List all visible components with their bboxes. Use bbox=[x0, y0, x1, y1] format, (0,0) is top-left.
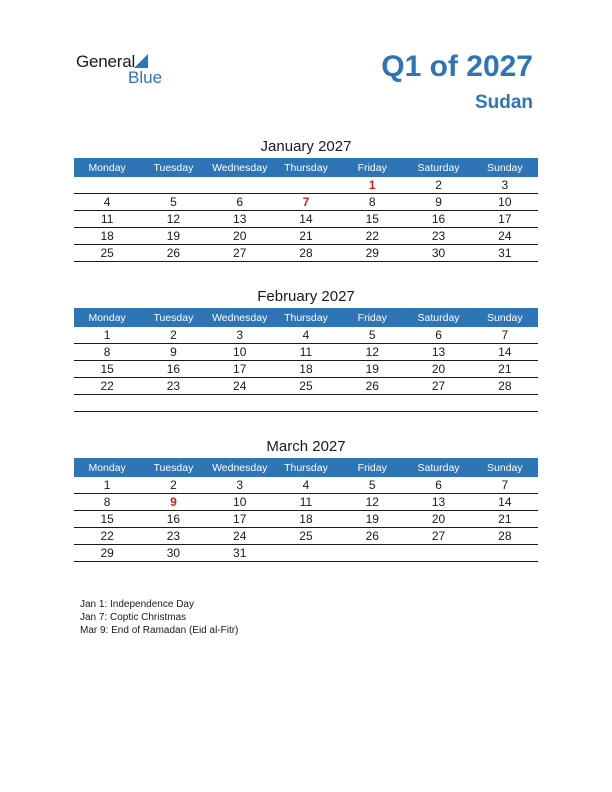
day-cell: 16 bbox=[140, 361, 206, 378]
day-cell: 7 bbox=[472, 477, 538, 494]
weekday-header-row bbox=[74, 158, 538, 177]
day-cell: 11 bbox=[74, 211, 140, 228]
day-cell: 3 bbox=[207, 477, 273, 494]
day-cell: 9 bbox=[140, 344, 206, 361]
month-title: February 2027 bbox=[257, 288, 355, 305]
weekday-header: Thursday bbox=[273, 458, 339, 477]
week-row bbox=[74, 494, 538, 511]
day-cell: 26 bbox=[140, 245, 206, 262]
day-cell: 17 bbox=[207, 361, 273, 378]
day-cell: 4 bbox=[273, 327, 339, 344]
day-cell: 5 bbox=[339, 477, 405, 494]
weekday-header: Tuesday bbox=[140, 458, 206, 477]
week-row bbox=[74, 344, 538, 361]
day-cell: 21 bbox=[472, 511, 538, 528]
day-cell: 15 bbox=[74, 361, 140, 378]
day-cell: 24 bbox=[207, 378, 273, 395]
day-cell: 3 bbox=[472, 177, 538, 194]
week-row bbox=[74, 545, 538, 562]
day-cell: 25 bbox=[273, 378, 339, 395]
weekday-header: Monday bbox=[74, 308, 140, 327]
day-cell: 17 bbox=[472, 211, 538, 228]
day-cell bbox=[273, 545, 339, 562]
weekday-header-row bbox=[74, 458, 538, 477]
day-cell bbox=[74, 177, 140, 194]
weekday-header: Saturday bbox=[405, 158, 471, 177]
generalblue-logo bbox=[76, 52, 176, 88]
logo-text-general: General bbox=[76, 52, 136, 71]
day-cell: 28 bbox=[472, 378, 538, 395]
day-cell: 4 bbox=[273, 477, 339, 494]
month-grid bbox=[74, 458, 538, 562]
day-cell: 19 bbox=[339, 511, 405, 528]
day-cell: 13 bbox=[207, 211, 273, 228]
day-cell: 20 bbox=[207, 228, 273, 245]
day-cell: 29 bbox=[74, 545, 140, 562]
day-cell: 23 bbox=[405, 228, 471, 245]
day-cell: 18 bbox=[273, 361, 339, 378]
day-cell: 30 bbox=[405, 245, 471, 262]
day-cell: 24 bbox=[207, 528, 273, 545]
day-cell: 29 bbox=[339, 245, 405, 262]
weekday-header: Friday bbox=[339, 458, 405, 477]
page-title: Q1 of 2027 bbox=[381, 50, 533, 83]
day-cell: 6 bbox=[207, 194, 273, 211]
month-grid bbox=[74, 158, 538, 262]
month-title: January 2027 bbox=[260, 138, 352, 155]
day-cell: 2 bbox=[140, 327, 206, 344]
month-calendar bbox=[74, 436, 538, 562]
day-cell: 11 bbox=[273, 494, 339, 511]
day-cell: 13 bbox=[405, 494, 471, 511]
day-cell: 6 bbox=[405, 477, 471, 494]
day-cell: 3 bbox=[207, 327, 273, 344]
day-cell: 12 bbox=[339, 494, 405, 511]
day-cell: 19 bbox=[339, 361, 405, 378]
day-cell bbox=[405, 395, 471, 412]
day-cell: 10 bbox=[472, 194, 538, 211]
logo-triangle-icon bbox=[134, 54, 148, 68]
day-cell bbox=[339, 395, 405, 412]
weekday-header: Wednesday bbox=[207, 158, 273, 177]
holiday-notes bbox=[80, 598, 238, 637]
weekday-header: Thursday bbox=[273, 158, 339, 177]
day-cell: 27 bbox=[405, 528, 471, 545]
month-grid bbox=[74, 308, 538, 412]
day-cell: 8 bbox=[74, 494, 140, 511]
day-cell: 27 bbox=[207, 245, 273, 262]
day-cell: 14 bbox=[273, 211, 339, 228]
day-cell: 16 bbox=[140, 511, 206, 528]
day-cell bbox=[140, 177, 206, 194]
weekday-header: Saturday bbox=[405, 308, 471, 327]
weekday-header: Saturday bbox=[405, 458, 471, 477]
week-row bbox=[74, 378, 538, 395]
day-cell: 1 bbox=[74, 327, 140, 344]
day-cell: 10 bbox=[207, 494, 273, 511]
day-cell: 20 bbox=[405, 361, 471, 378]
country-name: Sudan bbox=[474, 92, 533, 113]
day-cell: 21 bbox=[273, 228, 339, 245]
day-cell: 26 bbox=[339, 528, 405, 545]
week-row bbox=[74, 511, 538, 528]
day-cell: 28 bbox=[273, 245, 339, 262]
day-cell: 23 bbox=[140, 528, 206, 545]
day-cell: 20 bbox=[405, 511, 471, 528]
day-cell bbox=[472, 395, 538, 412]
day-cell bbox=[74, 395, 140, 412]
day-cell: 6 bbox=[405, 327, 471, 344]
day-cell: 7 bbox=[472, 327, 538, 344]
day-cell: 11 bbox=[273, 344, 339, 361]
day-cell: 25 bbox=[273, 528, 339, 545]
day-cell: 12 bbox=[339, 344, 405, 361]
day-cell: 13 bbox=[405, 344, 471, 361]
day-cell: 18 bbox=[273, 511, 339, 528]
day-cell: 23 bbox=[140, 378, 206, 395]
day-cell: 4 bbox=[74, 194, 140, 211]
day-cell bbox=[140, 395, 206, 412]
weekday-header: Sunday bbox=[472, 158, 538, 177]
week-row bbox=[74, 245, 538, 262]
logo-text-blue: Blue bbox=[128, 68, 163, 87]
day-cell: 12 bbox=[140, 211, 206, 228]
weekday-header: Wednesday bbox=[207, 458, 273, 477]
day-cell: 19 bbox=[140, 228, 206, 245]
day-cell: 24 bbox=[472, 228, 538, 245]
day-cell: 1 bbox=[339, 177, 405, 194]
weekday-header-row bbox=[74, 308, 538, 327]
week-row bbox=[74, 361, 538, 378]
day-cell: 5 bbox=[339, 327, 405, 344]
day-cell bbox=[273, 395, 339, 412]
week-row bbox=[74, 211, 538, 228]
day-cell: 8 bbox=[74, 344, 140, 361]
day-cell bbox=[207, 177, 273, 194]
month-calendar bbox=[74, 286, 538, 412]
month-calendar bbox=[74, 136, 538, 262]
day-cell bbox=[405, 545, 471, 562]
day-cell: 14 bbox=[472, 494, 538, 511]
month-title: March 2027 bbox=[266, 438, 346, 455]
weekday-header: Sunday bbox=[472, 458, 538, 477]
week-row bbox=[74, 327, 538, 344]
weekday-header: Sunday bbox=[472, 308, 538, 327]
weekday-header: Tuesday bbox=[140, 158, 206, 177]
weekday-header: Wednesday bbox=[207, 308, 273, 327]
day-cell: 2 bbox=[140, 477, 206, 494]
holiday-note: Mar 9: End of Ramadan (Eid al-Fitr) bbox=[80, 625, 239, 636]
day-cell: 22 bbox=[74, 528, 140, 545]
day-cell: 22 bbox=[339, 228, 405, 245]
weekday-header: Monday bbox=[74, 158, 140, 177]
day-cell: 15 bbox=[339, 211, 405, 228]
day-cell: 16 bbox=[405, 211, 471, 228]
weekday-header: Friday bbox=[339, 308, 405, 327]
day-cell: 25 bbox=[74, 245, 140, 262]
day-cell: 1 bbox=[74, 477, 140, 494]
day-cell: 8 bbox=[339, 194, 405, 211]
holiday-note: Jan 1: Independence Day bbox=[80, 599, 194, 610]
day-cell: 17 bbox=[207, 511, 273, 528]
day-cell: 7 bbox=[273, 194, 339, 211]
day-cell: 22 bbox=[74, 378, 140, 395]
week-row bbox=[74, 194, 538, 211]
day-cell: 18 bbox=[74, 228, 140, 245]
day-cell: 2 bbox=[405, 177, 471, 194]
week-row bbox=[74, 395, 538, 412]
day-cell: 10 bbox=[207, 344, 273, 361]
day-cell: 14 bbox=[472, 344, 538, 361]
day-cell: 21 bbox=[472, 361, 538, 378]
day-cell: 9 bbox=[405, 194, 471, 211]
week-row bbox=[74, 477, 538, 494]
weekday-header: Friday bbox=[339, 158, 405, 177]
weekday-header: Tuesday bbox=[140, 308, 206, 327]
day-cell: 5 bbox=[140, 194, 206, 211]
day-cell: 27 bbox=[405, 378, 471, 395]
week-row bbox=[74, 228, 538, 245]
day-cell: 15 bbox=[74, 511, 140, 528]
day-cell bbox=[339, 545, 405, 562]
day-cell bbox=[207, 395, 273, 412]
weekday-header: Monday bbox=[74, 458, 140, 477]
day-cell bbox=[273, 177, 339, 194]
week-row bbox=[74, 528, 538, 545]
day-cell: 28 bbox=[472, 528, 538, 545]
weekday-header: Thursday bbox=[273, 308, 339, 327]
day-cell: 26 bbox=[339, 378, 405, 395]
day-cell: 30 bbox=[140, 545, 206, 562]
holiday-note: Jan 7: Coptic Christmas bbox=[80, 612, 187, 623]
day-cell: 31 bbox=[207, 545, 273, 562]
day-cell: 31 bbox=[472, 245, 538, 262]
day-cell: 9 bbox=[140, 494, 206, 511]
week-row bbox=[74, 177, 538, 194]
day-cell bbox=[472, 545, 538, 562]
